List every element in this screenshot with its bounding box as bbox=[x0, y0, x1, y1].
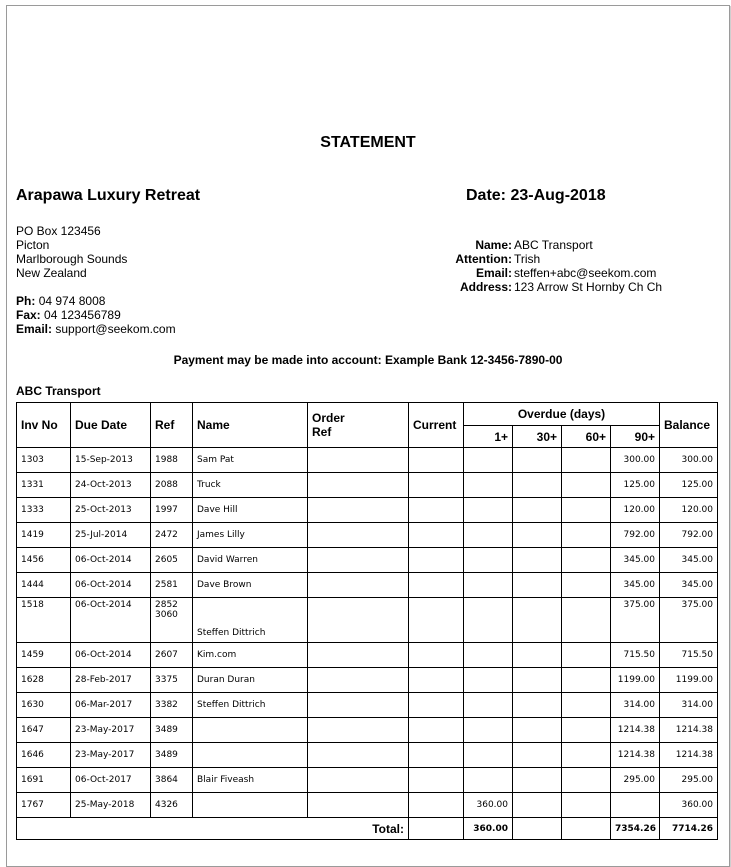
balance-cell: 792.00 bbox=[660, 523, 718, 548]
ref-cell bbox=[151, 498, 193, 523]
overdue-60-cell bbox=[562, 743, 611, 768]
fax-label: Fax: bbox=[16, 308, 41, 322]
order-ref-cell bbox=[308, 573, 409, 598]
customer-address: 123 Arrow St Hornby Ch Ch bbox=[514, 280, 663, 294]
balance-cell: 715.50 bbox=[660, 643, 718, 668]
inv-no-cell: 1767 bbox=[17, 793, 71, 818]
order-ref-cell bbox=[308, 668, 409, 693]
table-row bbox=[17, 448, 718, 473]
address-line: Marlborough Sounds bbox=[16, 252, 128, 266]
customer-name: ABC Transport bbox=[514, 238, 593, 252]
customer-attention-label: Attention: bbox=[455, 252, 512, 266]
balance-cell: 360.00 bbox=[660, 793, 718, 818]
overdue-1-cell bbox=[464, 523, 513, 548]
due-date-cell: 28-Feb-2017 bbox=[71, 668, 151, 693]
overdue-1-cell bbox=[464, 473, 513, 498]
col-order-ref-line2: Ref bbox=[312, 425, 332, 439]
current-cell bbox=[409, 548, 464, 573]
inv-no-cell: 1630 bbox=[17, 693, 71, 718]
email-label: Email: bbox=[16, 322, 53, 336]
order-ref-cell bbox=[308, 498, 409, 523]
due-date-cell: 25-Jul-2014 bbox=[71, 523, 151, 548]
due-date-cell: 23-May-2017 bbox=[71, 743, 151, 768]
overdue-30-cell bbox=[513, 693, 562, 718]
overdue-90-cell: 295.00 bbox=[611, 768, 660, 793]
ref-value: 2607 bbox=[155, 650, 178, 660]
inv-no-cell: 1691 bbox=[17, 768, 71, 793]
current-cell bbox=[409, 743, 464, 768]
inv-no-cell: 1419 bbox=[17, 523, 71, 548]
name-cell: Truck bbox=[193, 473, 308, 498]
order-ref-cell bbox=[308, 693, 409, 718]
name-cell: Dave Hill bbox=[193, 498, 308, 523]
col-overdue: Overdue (days) bbox=[464, 403, 660, 426]
inv-no-cell: 1333 bbox=[17, 498, 71, 523]
due-date-cell: 06-Oct-2014 bbox=[71, 598, 151, 643]
phone-value: 04 974 8008 bbox=[38, 294, 106, 308]
ref-value-secondary: 3060 bbox=[155, 610, 178, 620]
name-cell: Steffen Dittrich bbox=[193, 598, 308, 643]
inv-no-cell: 1647 bbox=[17, 718, 71, 743]
due-date-cell: 06-Oct-2014 bbox=[71, 643, 151, 668]
table-row bbox=[17, 643, 718, 668]
overdue-60-cell bbox=[562, 573, 611, 598]
name-cell: Duran Duran bbox=[193, 668, 308, 693]
company-contact bbox=[16, 294, 176, 336]
payment-note: Payment may be made into account: Example Bank 12-3456-7890-00 bbox=[173, 353, 563, 367]
table-row bbox=[17, 693, 718, 718]
col-overdue-90: 90+ bbox=[611, 426, 660, 448]
table-row bbox=[17, 743, 718, 768]
customer-attention-row bbox=[407, 252, 662, 266]
col-overdue-60: 60+ bbox=[562, 426, 611, 448]
address-line: New Zealand bbox=[16, 266, 87, 280]
balance-cell: 1214.38 bbox=[660, 718, 718, 743]
due-date-cell: 06-Oct-2017 bbox=[71, 768, 151, 793]
col-balance: Balance bbox=[660, 403, 718, 448]
customer-address-label: Address: bbox=[459, 280, 512, 294]
table-row bbox=[17, 548, 718, 573]
company-address bbox=[16, 224, 127, 280]
overdue-30-cell bbox=[513, 473, 562, 498]
overdue-90-cell: 792.00 bbox=[611, 523, 660, 548]
total-overdue-1: 360.00 bbox=[464, 818, 513, 840]
name-cell: David Warren bbox=[193, 548, 308, 573]
col-name: Name bbox=[193, 403, 308, 448]
table-row bbox=[17, 793, 718, 818]
page-title: STATEMENT bbox=[320, 134, 416, 151]
overdue-1-cell bbox=[464, 718, 513, 743]
ref-cell bbox=[151, 598, 193, 643]
order-ref-cell bbox=[308, 793, 409, 818]
customer-address-row bbox=[407, 280, 662, 294]
email-value: support@seekom.com bbox=[55, 322, 176, 336]
name-cell: Sam Pat bbox=[193, 448, 308, 473]
current-cell bbox=[409, 598, 464, 643]
table-row bbox=[17, 473, 718, 498]
ref-cell bbox=[151, 643, 193, 668]
overdue-60-cell bbox=[562, 498, 611, 523]
customer-email: steffen+abc@seekom.com bbox=[514, 266, 657, 280]
inv-no-cell: 1518 bbox=[17, 598, 71, 643]
name-cell: Kim.com bbox=[193, 643, 308, 668]
fax-value: 04 123456789 bbox=[44, 308, 121, 322]
overdue-90-cell bbox=[611, 793, 660, 818]
total-overdue-30 bbox=[513, 818, 562, 840]
overdue-90-cell: 1214.38 bbox=[611, 743, 660, 768]
overdue-1-cell bbox=[464, 693, 513, 718]
ref-value: 3489 bbox=[155, 750, 178, 760]
statement-table bbox=[16, 402, 718, 840]
table-row bbox=[17, 523, 718, 548]
inv-no-cell: 1628 bbox=[17, 668, 71, 693]
overdue-90-cell: 715.50 bbox=[611, 643, 660, 668]
overdue-60-cell bbox=[562, 668, 611, 693]
phone-line bbox=[16, 294, 176, 308]
inv-no-cell: 1646 bbox=[17, 743, 71, 768]
current-cell bbox=[409, 643, 464, 668]
current-cell bbox=[409, 718, 464, 743]
overdue-1-cell bbox=[464, 768, 513, 793]
overdue-1-cell bbox=[464, 743, 513, 768]
table-row bbox=[17, 598, 718, 643]
overdue-90-cell: 125.00 bbox=[611, 473, 660, 498]
overdue-90-cell: 345.00 bbox=[611, 573, 660, 598]
col-overdue-1: 1+ bbox=[464, 426, 513, 448]
overdue-1-cell bbox=[464, 643, 513, 668]
name-cell bbox=[193, 718, 308, 743]
overdue-1-cell bbox=[464, 598, 513, 643]
customer-email-label: Email: bbox=[475, 266, 512, 280]
balance-cell: 120.00 bbox=[660, 498, 718, 523]
balance-cell: 1199.00 bbox=[660, 668, 718, 693]
balance-cell: 345.00 bbox=[660, 548, 718, 573]
name-cell: Dave Brown bbox=[193, 573, 308, 598]
col-overdue-30: 30+ bbox=[513, 426, 562, 448]
overdue-60-cell bbox=[562, 643, 611, 668]
inv-no-cell: 1456 bbox=[17, 548, 71, 573]
inv-no-cell: 1303 bbox=[17, 448, 71, 473]
overdue-30-cell bbox=[513, 523, 562, 548]
fax-line bbox=[16, 308, 176, 322]
col-order-ref-line1: Order bbox=[312, 411, 345, 425]
overdue-60-cell bbox=[562, 693, 611, 718]
current-cell bbox=[409, 793, 464, 818]
balance-cell: 300.00 bbox=[660, 448, 718, 473]
table-row bbox=[17, 498, 718, 523]
inv-no-cell: 1444 bbox=[17, 573, 71, 598]
inv-no-cell: 1459 bbox=[17, 643, 71, 668]
order-ref-cell bbox=[308, 473, 409, 498]
ref-cell bbox=[151, 448, 193, 473]
ref-value: 3382 bbox=[155, 700, 178, 710]
name-cell: James Lilly bbox=[193, 523, 308, 548]
total-overdue-60 bbox=[562, 818, 611, 840]
customer-attention: Trish bbox=[514, 252, 541, 266]
overdue-60-cell bbox=[562, 718, 611, 743]
date-label: Date: bbox=[466, 187, 507, 204]
balance-cell: 295.00 bbox=[660, 768, 718, 793]
total-balance: 7714.26 bbox=[660, 818, 718, 840]
ref-cell bbox=[151, 473, 193, 498]
overdue-30-cell bbox=[513, 573, 562, 598]
table-row bbox=[17, 718, 718, 743]
date-value: 23-Aug-2018 bbox=[510, 187, 606, 204]
col-ref: Ref bbox=[151, 403, 193, 448]
phone-label: Ph: bbox=[16, 294, 36, 308]
order-ref-cell bbox=[308, 448, 409, 473]
overdue-90-cell: 1214.38 bbox=[611, 718, 660, 743]
section-title: ABC Transport bbox=[16, 384, 101, 398]
overdue-1-cell bbox=[464, 448, 513, 473]
inv-no-cell: 1331 bbox=[17, 473, 71, 498]
overdue-90-cell: 300.00 bbox=[611, 448, 660, 473]
name-cell: Steffen Dittrich bbox=[193, 693, 308, 718]
ref-value: 3375 bbox=[155, 675, 178, 685]
ref-cell bbox=[151, 718, 193, 743]
due-date-cell: 06-Mar-2017 bbox=[71, 693, 151, 718]
statement-page bbox=[6, 5, 730, 867]
name-cell: Blair Fiveash bbox=[193, 768, 308, 793]
ref-cell bbox=[151, 793, 193, 818]
address-line: PO Box 123456 bbox=[16, 224, 101, 238]
overdue-90-cell: 120.00 bbox=[611, 498, 660, 523]
col-inv-no: Inv No bbox=[17, 403, 71, 448]
overdue-1-cell bbox=[464, 668, 513, 693]
customer-name-label: Name: bbox=[475, 238, 512, 252]
due-date-cell: 23-May-2017 bbox=[71, 718, 151, 743]
current-cell bbox=[409, 448, 464, 473]
name-cell bbox=[193, 743, 308, 768]
table-header-row bbox=[17, 403, 718, 426]
total-overdue-90: 7354.26 bbox=[611, 818, 660, 840]
overdue-30-cell bbox=[513, 548, 562, 573]
ref-cell bbox=[151, 743, 193, 768]
table-row bbox=[17, 768, 718, 793]
overdue-90-cell: 345.00 bbox=[611, 548, 660, 573]
order-ref-cell bbox=[308, 548, 409, 573]
company-name: Arapawa Luxury Retreat bbox=[16, 187, 201, 204]
ref-cell bbox=[151, 668, 193, 693]
ref-value: 2088 bbox=[155, 480, 178, 490]
col-order-ref bbox=[308, 403, 409, 448]
totals-row bbox=[17, 818, 718, 840]
ref-cell bbox=[151, 768, 193, 793]
overdue-60-cell bbox=[562, 768, 611, 793]
ref-value: 3864 bbox=[155, 775, 178, 785]
overdue-90-cell: 314.00 bbox=[611, 693, 660, 718]
email-line bbox=[16, 322, 176, 336]
total-current bbox=[409, 818, 464, 840]
customer-details bbox=[407, 238, 662, 294]
current-cell bbox=[409, 473, 464, 498]
table-row bbox=[17, 668, 718, 693]
table-row bbox=[17, 573, 718, 598]
ref-value: 1988 bbox=[155, 455, 178, 465]
order-ref-cell bbox=[308, 523, 409, 548]
balance-cell: 314.00 bbox=[660, 693, 718, 718]
overdue-90-cell: 375.00 bbox=[611, 598, 660, 643]
order-ref-cell bbox=[308, 768, 409, 793]
balance-cell: 1214.38 bbox=[660, 743, 718, 768]
overdue-60-cell bbox=[562, 523, 611, 548]
current-cell bbox=[409, 668, 464, 693]
ref-cell bbox=[151, 548, 193, 573]
current-cell bbox=[409, 768, 464, 793]
overdue-60-cell bbox=[562, 448, 611, 473]
ref-value: 3489 bbox=[155, 725, 178, 735]
overdue-1-cell bbox=[464, 498, 513, 523]
current-cell bbox=[409, 498, 464, 523]
current-cell bbox=[409, 523, 464, 548]
name-cell bbox=[193, 793, 308, 818]
due-date-cell: 06-Oct-2014 bbox=[71, 573, 151, 598]
overdue-60-cell bbox=[562, 793, 611, 818]
statement-date bbox=[466, 187, 606, 205]
overdue-30-cell bbox=[513, 743, 562, 768]
overdue-30-cell bbox=[513, 598, 562, 643]
ref-value: 4326 bbox=[155, 800, 178, 810]
order-ref-cell bbox=[308, 643, 409, 668]
overdue-60-cell bbox=[562, 473, 611, 498]
overdue-60-cell bbox=[562, 598, 611, 643]
order-ref-cell bbox=[308, 743, 409, 768]
order-ref-cell bbox=[308, 598, 409, 643]
balance-cell: 375.00 bbox=[660, 598, 718, 643]
order-ref-cell bbox=[308, 718, 409, 743]
customer-name-row bbox=[407, 238, 662, 252]
overdue-30-cell bbox=[513, 668, 562, 693]
ref-value: 2605 bbox=[155, 555, 178, 565]
overdue-30-cell bbox=[513, 718, 562, 743]
ref-cell bbox=[151, 523, 193, 548]
balance-cell: 345.00 bbox=[660, 573, 718, 598]
due-date-cell: 24-Oct-2013 bbox=[71, 473, 151, 498]
col-current: Current bbox=[409, 403, 464, 448]
overdue-1-cell bbox=[464, 573, 513, 598]
ref-value: 1997 bbox=[155, 505, 178, 515]
overdue-1-cell bbox=[464, 548, 513, 573]
overdue-30-cell bbox=[513, 498, 562, 523]
ref-value: 2852 bbox=[155, 600, 178, 610]
overdue-90-cell: 1199.00 bbox=[611, 668, 660, 693]
ref-value: 2472 bbox=[155, 530, 178, 540]
due-date-cell: 25-May-2018 bbox=[71, 793, 151, 818]
ref-cell bbox=[151, 693, 193, 718]
due-date-cell: 06-Oct-2014 bbox=[71, 548, 151, 573]
ref-value: 2581 bbox=[155, 580, 178, 590]
overdue-1-cell: 360.00 bbox=[464, 793, 513, 818]
overdue-30-cell bbox=[513, 768, 562, 793]
address-line: Picton bbox=[16, 238, 50, 252]
current-cell bbox=[409, 573, 464, 598]
overdue-30-cell bbox=[513, 643, 562, 668]
col-due-date: Due Date bbox=[71, 403, 151, 448]
current-cell bbox=[409, 693, 464, 718]
ref-cell bbox=[151, 573, 193, 598]
balance-cell: 125.00 bbox=[660, 473, 718, 498]
overdue-30-cell bbox=[513, 793, 562, 818]
overdue-60-cell bbox=[562, 548, 611, 573]
total-label: Total: bbox=[17, 818, 409, 840]
customer-email-row bbox=[407, 266, 662, 280]
due-date-cell: 25-Oct-2013 bbox=[71, 498, 151, 523]
due-date-cell: 15-Sep-2013 bbox=[71, 448, 151, 473]
overdue-30-cell bbox=[513, 448, 562, 473]
